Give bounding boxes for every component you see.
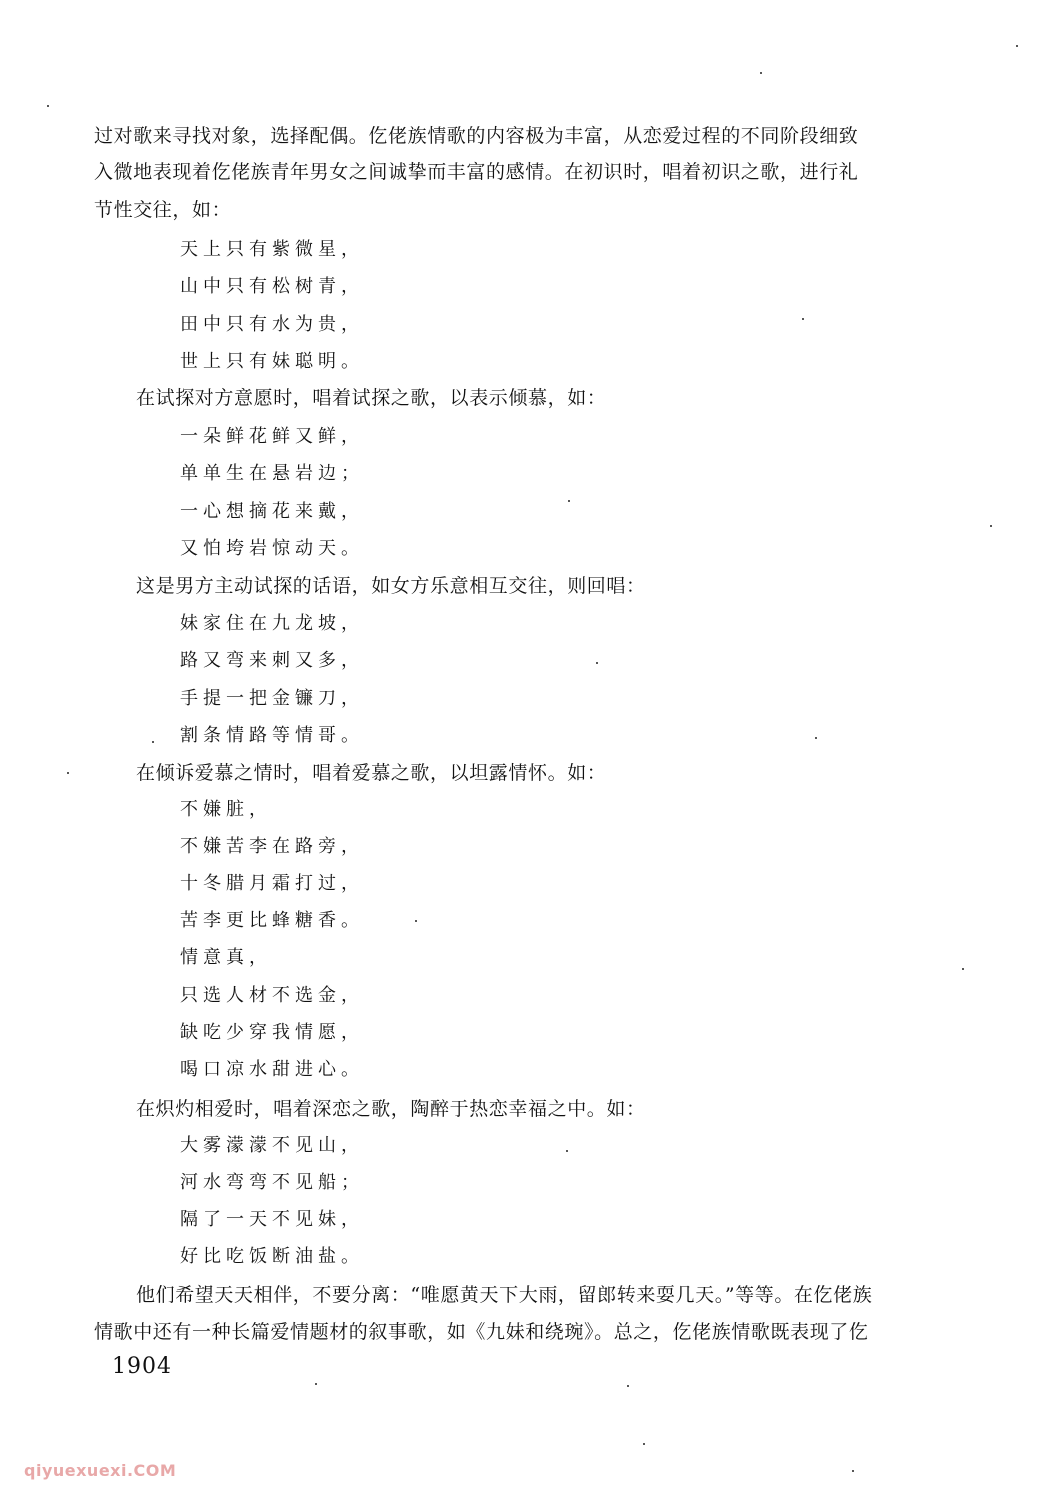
verse-line: 只选人材不选金， xyxy=(180,985,364,1006)
scan-speck xyxy=(315,1383,317,1385)
watermark: qiyuexuexi.COM xyxy=(24,1461,177,1480)
scan-speck xyxy=(627,1385,629,1387)
verse-line: 喝口凉水甜进心。 xyxy=(180,1059,364,1080)
verse-line: 路又弯来刺又多， xyxy=(180,650,364,671)
page-number: 1904 xyxy=(112,1354,172,1379)
verse-line: 一心想摘花来戴， xyxy=(180,501,364,522)
intro-line: 在炽灼相爱时，唱着深恋之歌，陶醉于热恋幸福之中。如： xyxy=(136,1098,646,1120)
scan-speck xyxy=(1016,45,1018,47)
scan-speck xyxy=(962,968,964,970)
verse-line: 田中只有水为贵， xyxy=(180,314,364,335)
verse-line: 又怕垮岩惊动天。 xyxy=(180,538,364,559)
verse-line: 苦李更比蜂糖香。 xyxy=(180,910,364,931)
scan-speck xyxy=(760,72,762,74)
verse-line: 情意真， xyxy=(180,947,272,968)
scan-speck xyxy=(47,105,49,107)
verse-line: 一朵鲜花鲜又鲜， xyxy=(180,426,364,447)
scan-speck xyxy=(815,737,817,739)
intro-line: 这是男方主动试探的话语，如女方乐意相互交往，则回唱： xyxy=(136,575,646,597)
verse-line: 山中只有松树青， xyxy=(180,276,364,297)
paragraph-line: 节性交往，如： xyxy=(94,199,232,221)
scan-speck xyxy=(990,525,992,527)
paragraph-line: 过对歌来寻找对象，选择配偶。仡佬族情歌的内容极为丰富，从恋爱过程的不同阶段细致 xyxy=(94,125,859,147)
scan-speck xyxy=(152,741,154,743)
scan-speck xyxy=(802,318,804,320)
verse-line: 妹家住在九龙坡， xyxy=(180,613,364,634)
scan-speck xyxy=(852,1470,854,1472)
verse-line: 河水弯弯不见船； xyxy=(180,1172,364,1193)
scan-speck xyxy=(643,1443,645,1445)
intro-line: 在倾诉爱慕之情时，唱着爱慕之歌，以坦露情怀。如： xyxy=(136,762,607,784)
verse-line: 割条情路等情哥。 xyxy=(180,725,364,746)
verse-line: 天上只有紫微星， xyxy=(180,239,364,260)
verse-line: 十冬腊月霜打过， xyxy=(180,873,364,894)
verse-line: 大雾濛濛不见山， xyxy=(180,1135,364,1156)
scan-speck xyxy=(596,662,598,664)
paragraph-line: 入微地表现着仡佬族青年男女之间诚挚而丰富的感情。在初识时，唱着初识之歌，进行礼 xyxy=(94,161,859,183)
verse-line: 世上只有妹聪明。 xyxy=(180,351,364,372)
verse-line: 不嫌脏， xyxy=(180,799,272,820)
verse-line: 缺吃少穿我情愿， xyxy=(180,1022,364,1043)
verse-line: 手提一把金镰刀， xyxy=(180,688,364,709)
scan-speck xyxy=(415,920,417,922)
paragraph-line: 情歌中还有一种长篇爱情题材的叙事歌，如《九妹和绕琬》。总之，仡佬族情歌既表现了仡 xyxy=(94,1321,869,1343)
paragraph-line: 他们希望天天相伴，不要分离：“唯愿黄天下大雨，留郎转来耍几天。”等等。在仡佬族 xyxy=(136,1284,873,1306)
verse-line: 隔了一天不见妹， xyxy=(180,1209,364,1230)
verse-line: 不嫌苦李在路旁， xyxy=(180,836,364,857)
intro-line: 在试探对方意愿时，唱着试探之歌，以表示倾慕，如： xyxy=(136,387,607,409)
verse-line: 单单生在悬岩边； xyxy=(180,463,364,484)
scan-speck xyxy=(566,1150,568,1152)
scan-speck xyxy=(67,772,69,774)
scan-speck xyxy=(568,500,570,502)
verse-line: 好比吃饭断油盐。 xyxy=(180,1246,364,1267)
